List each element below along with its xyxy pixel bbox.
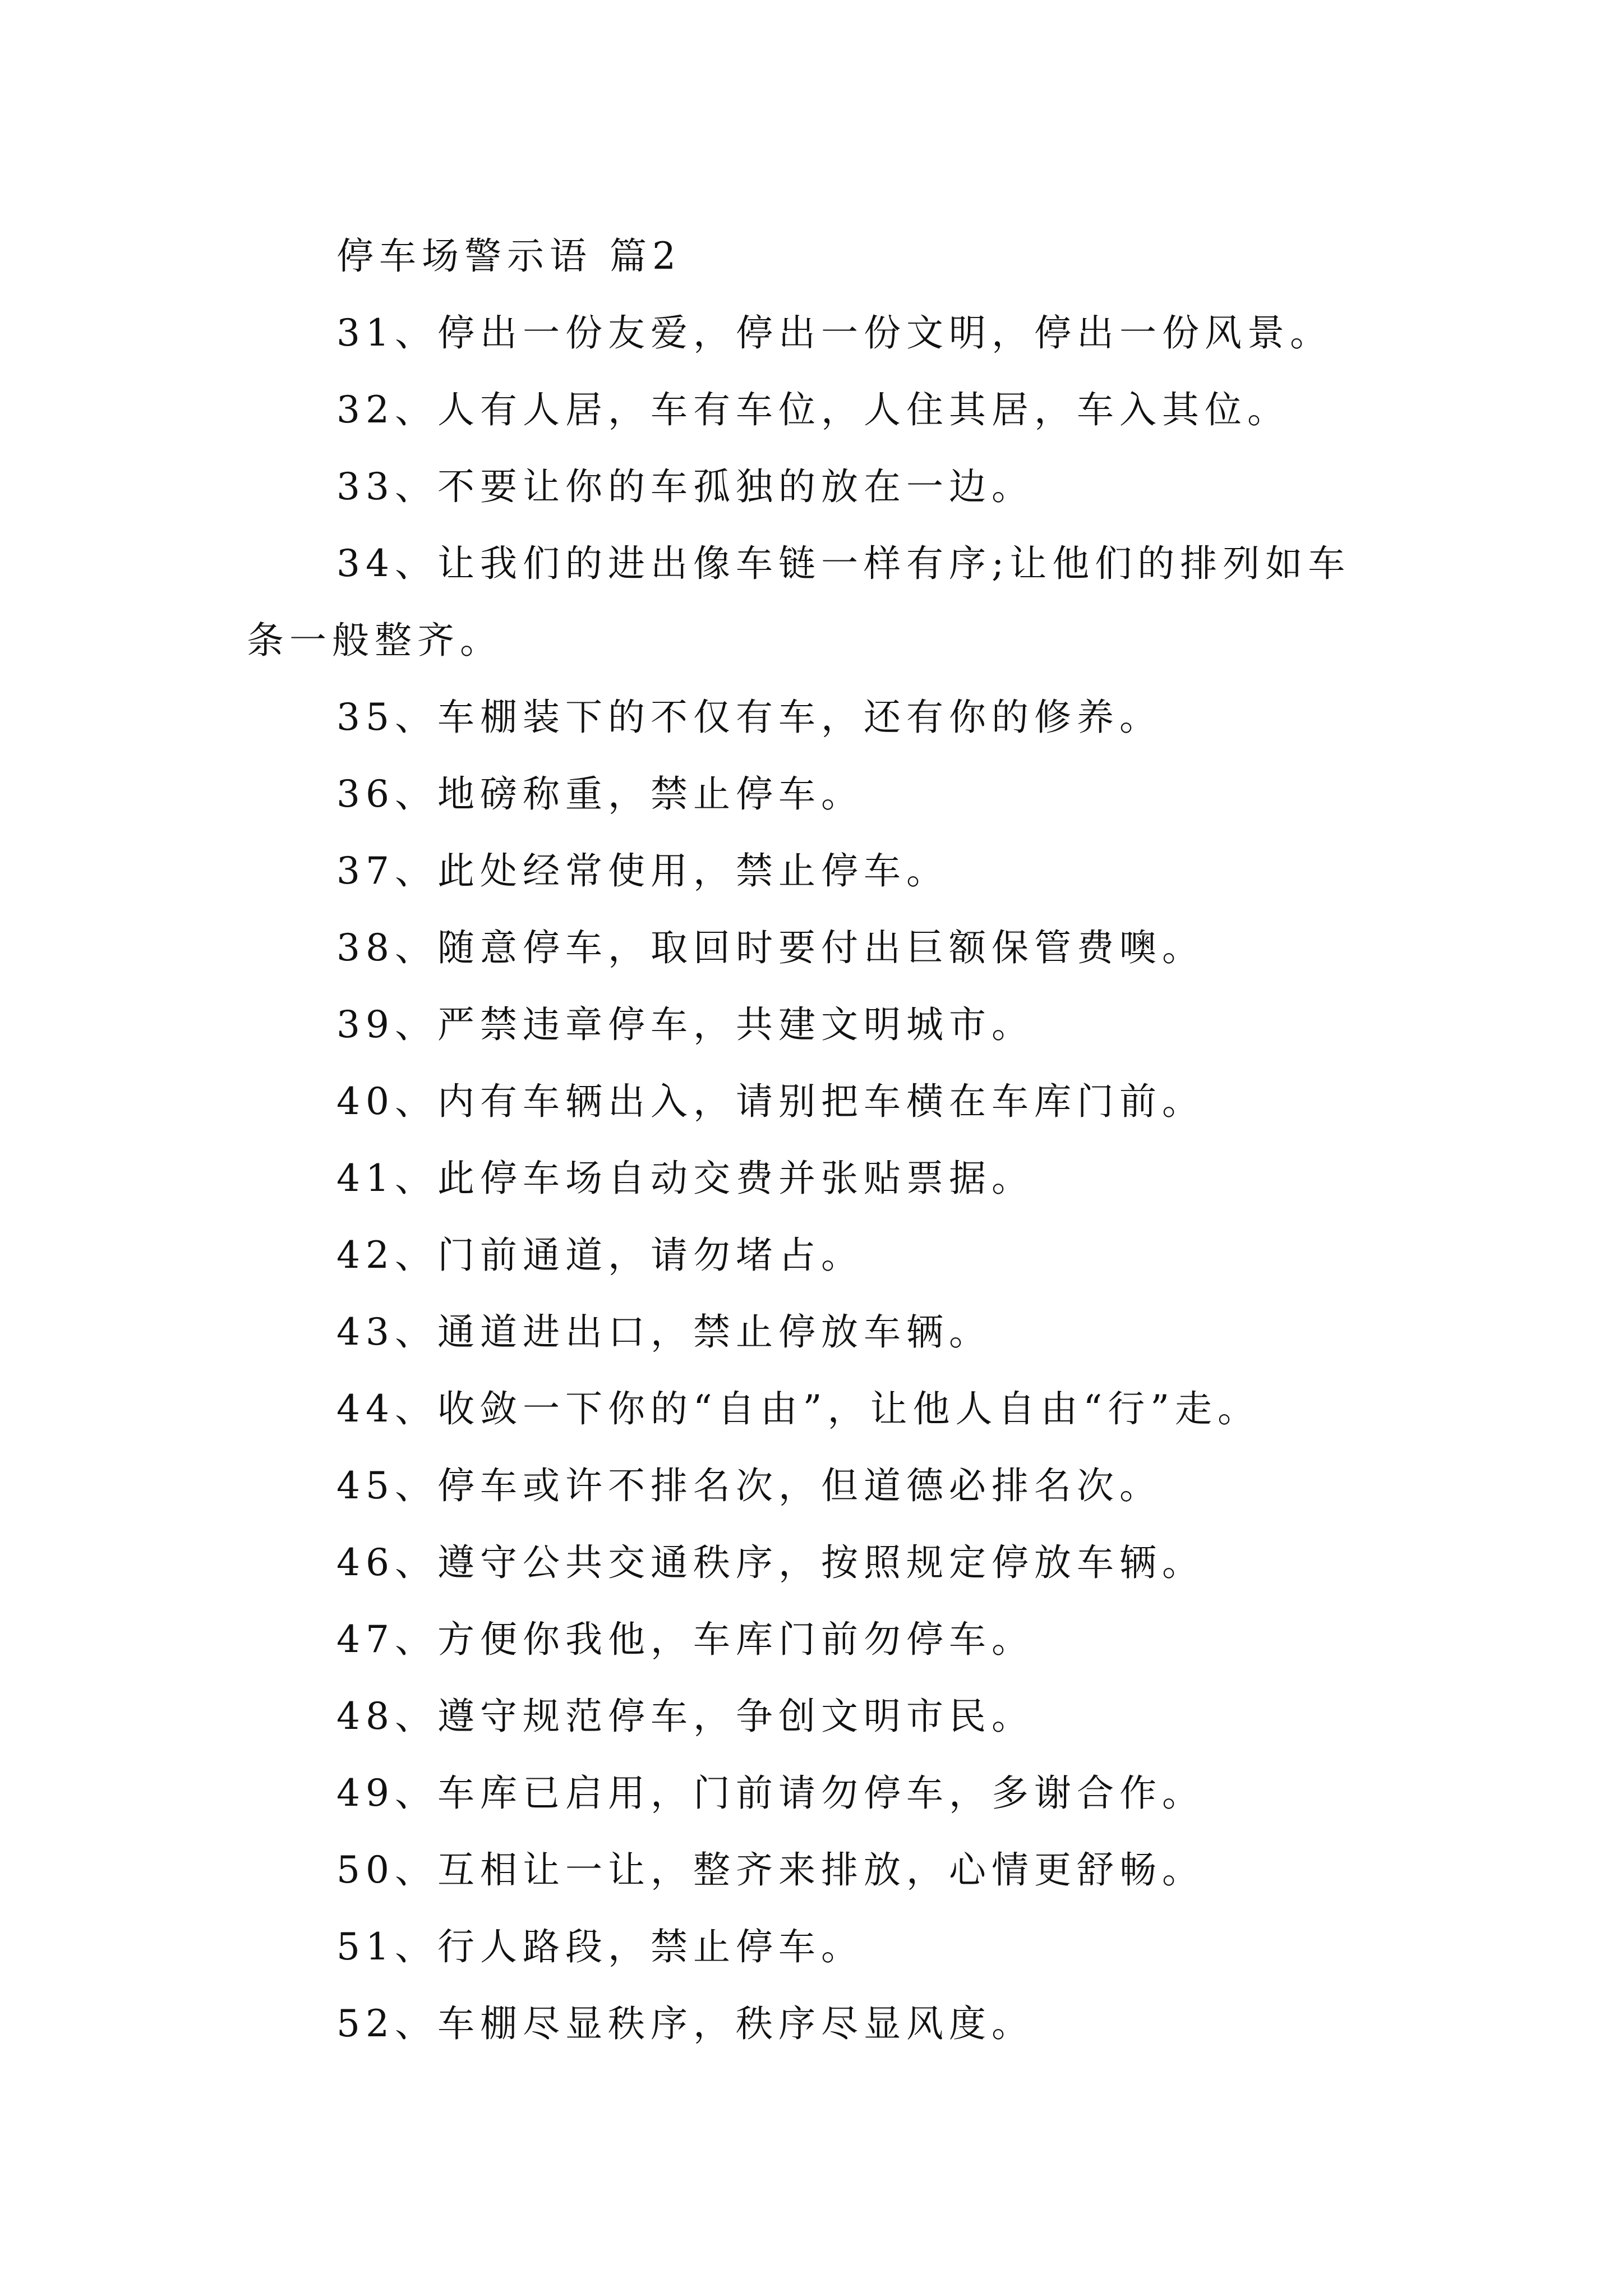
list-item: 48、遵守规范停车，争创文明市民。 [336, 1695, 1034, 1738]
page-title: 停车场警示语 篇2 [336, 234, 681, 278]
list-item: 34、让我们的进出像车链一样有序;让他们的排列如车条一般整齐。 [247, 542, 1351, 662]
list-item: 51、行人路段，禁止停车。 [336, 1925, 864, 1968]
list-item: 49、车库已启用，门前请勿停车，多谢合作。 [336, 1772, 1205, 1815]
document-body [247, 218, 1391, 2062]
list-item: 45、停车或许不排名次，但道德必排名次。 [336, 1464, 1162, 1507]
list-item: 38、随意停车，取回时要付出巨额保管费噢。 [336, 926, 1205, 969]
list-item: 37、此处经常使用，禁止停车。 [336, 849, 949, 892]
list-item: 43、通道进出口，禁止停放车辆。 [336, 1310, 992, 1354]
list-item: 31、停出一份友爱，停出一份文明，停出一份风景。 [336, 311, 1332, 355]
list-item: 36、地磅称重，禁止停车。 [336, 772, 864, 816]
list-item: 35、车棚装下的不仅有车，还有你的修养。 [336, 696, 1162, 739]
list-item: 32、人有人居，车有车位，人住其居，车入其位。 [336, 388, 1290, 431]
list-item: 39、严禁违章停车，共建文明城市。 [336, 1003, 1034, 1046]
list-item: 42、门前通道，请勿堵占。 [336, 1234, 864, 1277]
list-item: 33、不要让你的车孤独的放在一边。 [336, 465, 1034, 508]
list-item: 47、方便你我他，车库门前勿停车。 [336, 1618, 1034, 1661]
list-item: 50、互相让一让，整齐来排放，心情更舒畅。 [336, 1848, 1205, 1892]
list-item: 40、内有车辆出入，请别把车横在车库门前。 [336, 1080, 1205, 1123]
list-item: 46、遵守公共交通秩序，按照规定停放车辆。 [336, 1541, 1205, 1584]
list-item: 41、此停车场自动交费并张贴票据。 [336, 1157, 1034, 1200]
list-item: 52、车棚尽显秩序，秩序尽显风度。 [336, 2002, 1034, 2045]
list-item: 44、收敛一下你的“自由”，让他人自由“行”走。 [336, 1387, 1260, 1430]
